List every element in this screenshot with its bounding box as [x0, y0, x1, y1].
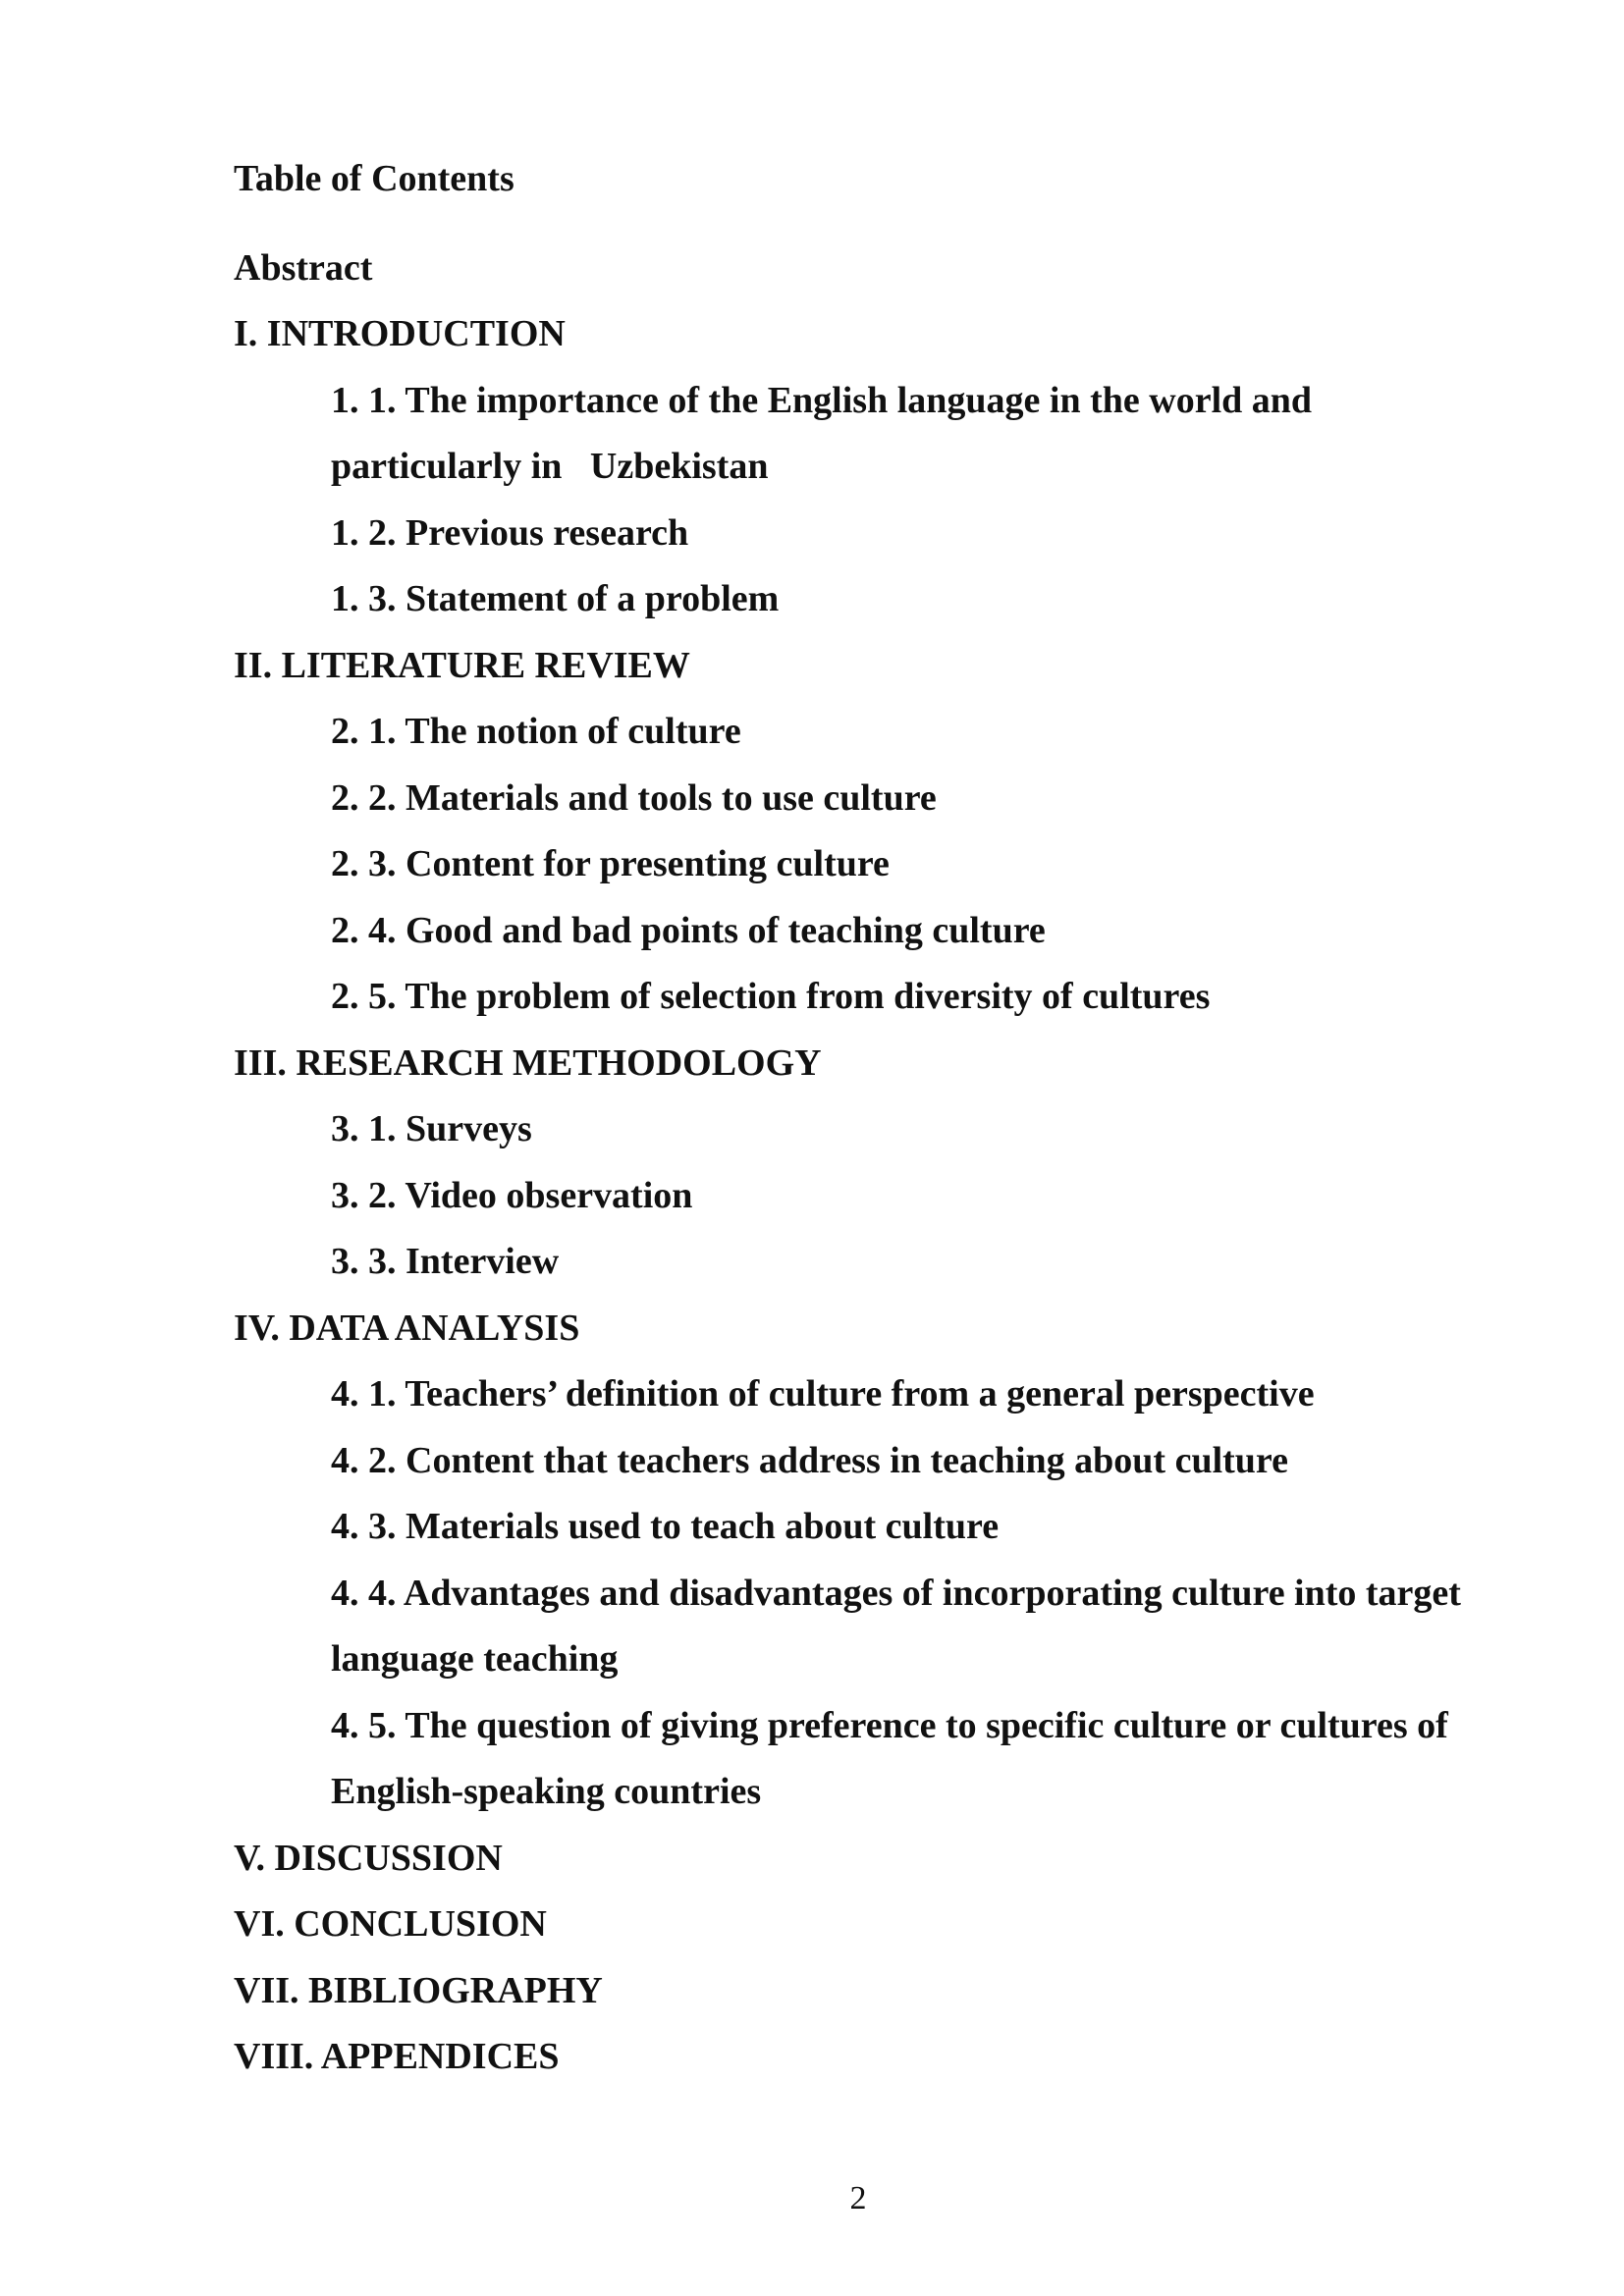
toc-section-2-5: 2. 5. The problem of selection from diversity of cultures [331, 976, 1211, 1017]
toc-section-1-1-line1: 1. 1. The importance of the English language in the world and [331, 380, 1313, 421]
toc-section-2-1: 2. 1. The notion of culture [331, 711, 741, 752]
toc-entry-abstract: Abstract [234, 247, 373, 289]
toc-chapter-introduction: I. INTRODUCTION [234, 313, 566, 354]
toc-section-3-3: 3. 3. Interview [331, 1241, 560, 1282]
toc-section-1-1-line2: particularly in Uzbekistan [331, 446, 769, 487]
toc-chapter-conclusion: VI. CONCLUSION [234, 1903, 547, 1945]
toc-section-4-4-line1: 4. 4. Advantages and disadvantages of incorporating culture into target [331, 1573, 1461, 1614]
toc-section-4-4-line2: language teaching [331, 1638, 619, 1680]
toc-section-4-5-line2: English-speaking countries [331, 1771, 762, 1812]
toc-section-4-3: 4. 3. Materials used to teach about culture [331, 1506, 1000, 1547]
toc-chapter-discussion: V. DISCUSSION [234, 1838, 503, 1879]
toc-section-2-3: 2. 3. Content for presenting culture [331, 843, 890, 884]
toc-section-3-1: 3. 1. Surveys [331, 1108, 532, 1149]
toc-chapter-bibliography: VII. BIBLIOGRAPHY [234, 1970, 603, 2011]
toc-section-2-2: 2. 2. Materials and tools to use culture [331, 777, 937, 819]
toc-section-1-2: 1. 2. Previous research [331, 512, 689, 554]
toc-section-2-4: 2. 4. Good and bad points of teaching culture [331, 910, 1046, 951]
page-number: 2 [849, 2180, 867, 2216]
toc-chapter-research-methodology: III. RESEARCH METHODOLOGY [234, 1042, 822, 1084]
toc-title: Table of Contents [234, 158, 514, 199]
toc-chapter-data-analysis: IV. DATA ANALYSIS [234, 1308, 580, 1349]
toc-section-4-5-line1: 4. 5. The question of giving preference to specific culture or cultures of [331, 1705, 1448, 1746]
toc-section-3-2: 3. 2. Video observation [331, 1175, 693, 1216]
toc-chapter-literature-review: II. LITERATURE REVIEW [234, 645, 690, 686]
toc-section-4-1: 4. 1. Teachers’ definition of culture from a general perspective [331, 1373, 1315, 1415]
toc-chapter-appendices: VIII. APPENDICES [234, 2036, 560, 2077]
toc-section-1-3: 1. 3. Statement of a problem [331, 578, 780, 619]
toc-section-4-2: 4. 2. Content that teachers address in teaching about culture [331, 1440, 1288, 1481]
